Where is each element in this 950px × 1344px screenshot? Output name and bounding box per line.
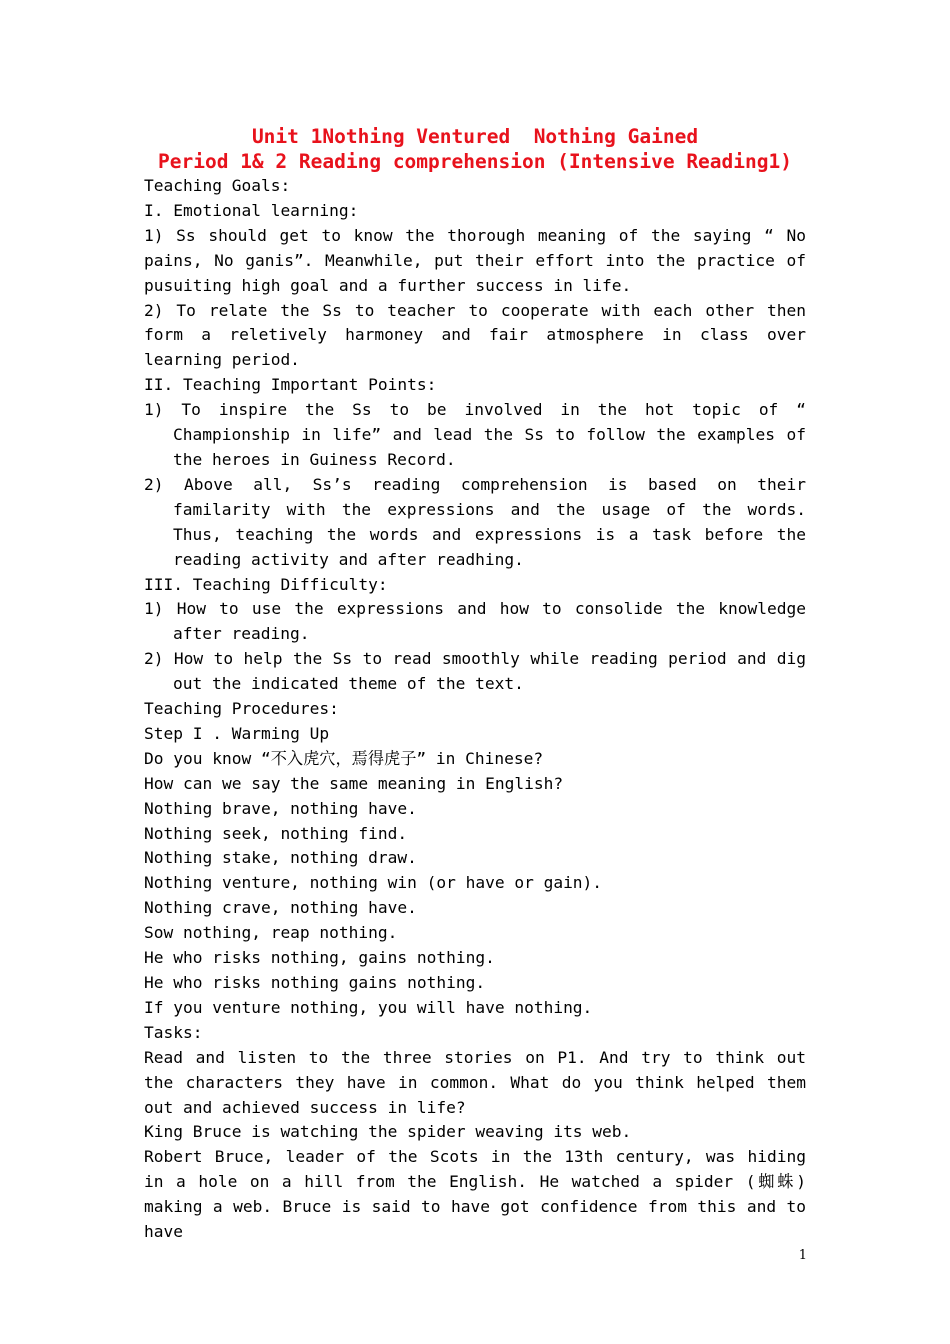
paragraph: 2) To relate the Ss to teacher to cooperate with each other then form a reletively harmoney and fair atmosphere in class over learning period.	[144, 300, 806, 370]
text-line: I. Emotional learning:	[144, 200, 359, 220]
text-line: How can we say the same meaning in English?	[144, 773, 564, 793]
text-line: Sow nothing, reap nothing.	[144, 923, 398, 943]
text-line: Nothing seek, nothing find.	[144, 823, 408, 843]
text-line: King Bruce is watching the spider weaving its web.	[144, 1122, 632, 1142]
paragraph: 1) Ss should get to know the thorough meaning of the saying “ No pains, No ganis”. Meanwhile, put their effort into the practice of pusuiting high goal and a further success in life.	[144, 225, 806, 295]
list-item: 1) To inspire the Ss to be involved in the hot topic of “ Championship in life” and lead the Ss to follow the examples of the heroes in Guiness Record.	[144, 400, 806, 469]
text-line: Nothing crave, nothing have.	[144, 898, 417, 918]
page-content	[144, 124, 806, 1245]
page-number: 1	[798, 1248, 807, 1263]
body-text	[144, 174, 806, 1245]
text-line: II. Teaching Important Points:	[144, 375, 437, 395]
paragraph: Robert Bruce, leader of the Scots in the 13th century, was hiding in a hole on a hill from the English. He watched a spider (蜘蛛) making a web. Bruce is said to have got confidence from this and to have	[144, 1147, 806, 1242]
text-line: Tasks:	[144, 1022, 203, 1042]
text-line: Nothing venture, nothing win (or have or gain).	[144, 873, 603, 893]
text-line: Teaching Goals:	[144, 176, 291, 195]
text-line: Nothing brave, nothing have.	[144, 798, 417, 818]
text-line: If you venture nothing, you will have nothing.	[144, 997, 593, 1017]
list-item: 2) Above all, Ss’s reading comprehension is based on their familarity with the expressions and the usage of the words. Thus, teaching the words and expressions is a task before the reading activity and after readhing.	[144, 474, 806, 569]
text-line: Do you know “不入虎穴，焉得虎子” in Chinese?	[144, 748, 544, 768]
text-line: III. Teaching Difficulty:	[144, 574, 388, 594]
document-title: Unit 1Nothing Ventured Nothing Gained	[251, 125, 699, 148]
paragraph: Read and listen to the three stories on P1. And try to think out the characters they have in common. What do you think helped them out and achieved success in life?	[144, 1047, 806, 1117]
text-line: Step I . Warming Up	[144, 723, 330, 743]
document-subtitle: Period 1& 2 Reading comprehension (Intensive Reading1)	[158, 150, 792, 173]
list-item: 2) How to help the Ss to read smoothly while reading period and dig out the indicated theme of the text.	[144, 649, 806, 694]
text-line: Teaching Procedures:	[144, 699, 339, 719]
text-line: He who risks nothing, gains nothing.	[144, 948, 495, 968]
list-item: 1) How to use the expressions and how to consolide the knowledge after reading.	[144, 599, 806, 644]
text-line: He who risks nothing gains nothing.	[144, 973, 486, 992]
text-line: Nothing stake, nothing draw.	[144, 848, 417, 868]
